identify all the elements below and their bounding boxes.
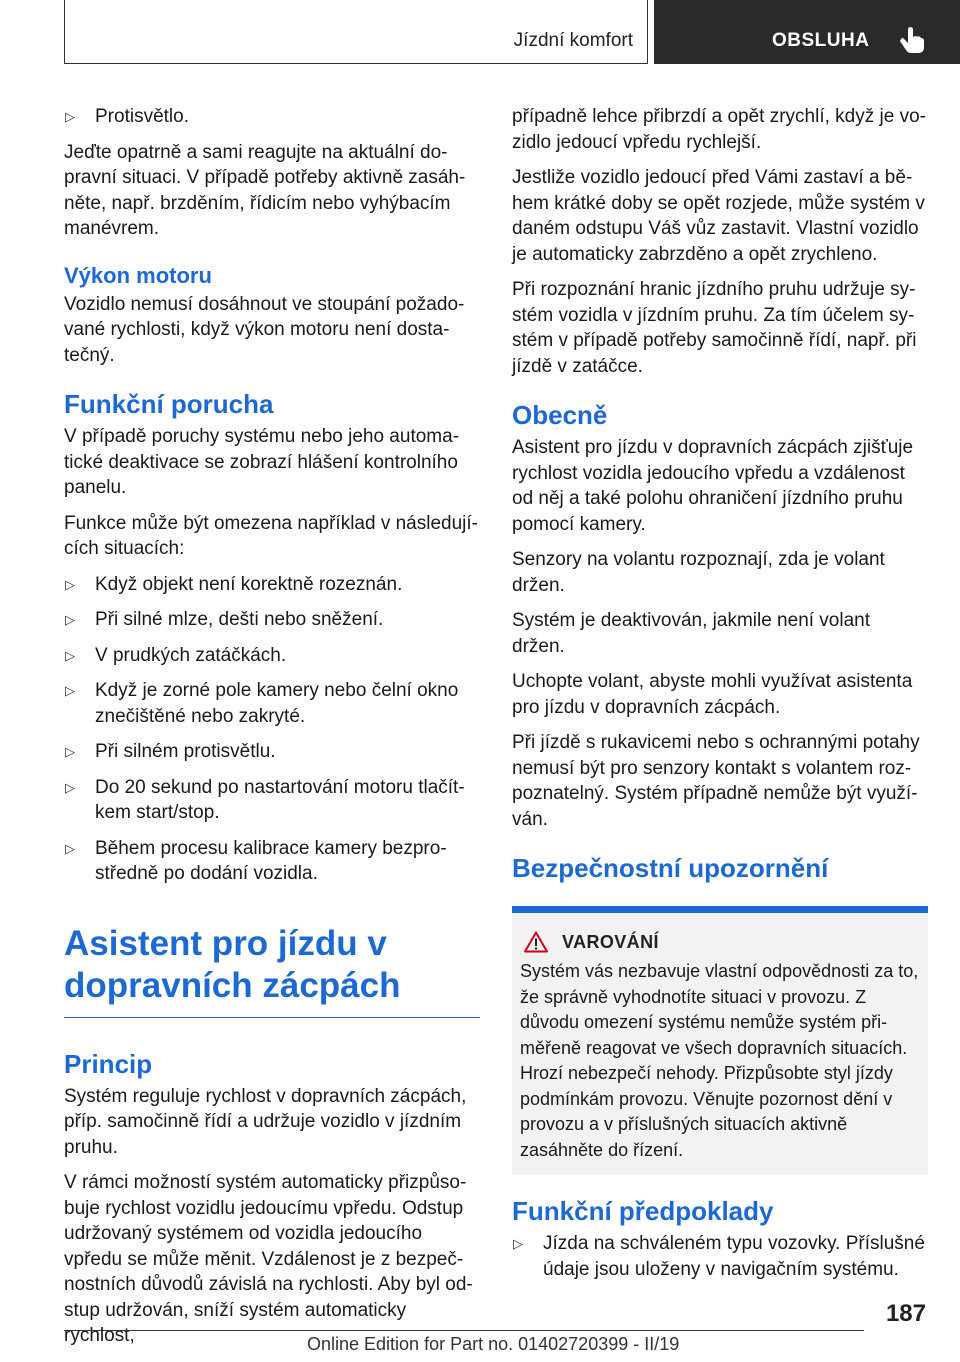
list-item: ▷ Při silném protisvětlu. xyxy=(64,739,480,765)
warning-header xyxy=(524,931,920,953)
header-section-title: Jízdní komfort xyxy=(513,30,633,51)
heading-funkcni-predpoklady: Funkční předpoklady xyxy=(512,1196,774,1226)
paragraph: Jeďte opatrně a sami reagujte na aktuální dopravní situaci. V případě potřeby aktivně zasáhněte, např. brzděním, řídicím nebo vyhýbacím manévrem. xyxy=(64,141,466,239)
paragraph: V rámci možností systém automaticky přizpůsobuje rychlost vozidlu jedoucímu vpředu. Odstup udržovaný systémem od vozidla jedoucího vpředu se může měnit. Vzdálenost je z bezpečnostních důvodů závislá na rychlosti. Aby byl odstup udržován, sníží systém automaticky rychlost, xyxy=(64,1172,473,1346)
warning-title: VAROVÁNÍ xyxy=(562,931,659,952)
pointing-hand-icon xyxy=(899,26,925,54)
paragraph: Systém reguluje rychlost v dopravních zácpách, příp. samočinně řídí a udržuje vozidlo v jízdním pruhu. xyxy=(64,1085,467,1158)
paragraph: Systém je deaktivován, jakmile není volant držen. xyxy=(512,610,871,657)
paragraph: Funkce může být omezena například v následujících situacích: xyxy=(64,512,478,559)
paragraph: Senzory na volantu rozpoznají, zda je volant držen. xyxy=(512,549,885,596)
triangle-bullet-icon: ▷ xyxy=(65,779,75,795)
list-item: ▷ V prudkých zatáčkách. xyxy=(64,643,480,669)
heading-obecne: Obecně xyxy=(512,400,608,430)
left-column xyxy=(64,104,480,1359)
heading-vykon-motoru: Výkon motoru xyxy=(64,262,212,288)
warning-box xyxy=(512,906,928,1175)
list-item: ▷ Do 20 sekund po nastartování motoru tlačítkem start/stop. xyxy=(65,776,465,823)
list-item: ▷ Při silné mlze, dešti nebo sněžení. xyxy=(64,607,480,633)
triangle-bullet-icon: ▷ xyxy=(65,647,75,663)
triangle-bullet-icon: ▷ xyxy=(65,109,75,124)
footer-divider xyxy=(64,1330,864,1331)
header-section-box xyxy=(64,0,648,64)
right-column xyxy=(512,104,928,1292)
paragraph: Při jízdě s rukavicemi nebo s ochrannými potahy nemusí být pro senzory kontakt s volantem rozpoznatelný. Systém případně nemůže být využíván. xyxy=(512,732,920,830)
triangle-bullet-icon: ▷ xyxy=(513,1236,523,1251)
triangle-bullet-icon: ▷ xyxy=(65,576,75,592)
paragraph: Vozidlo nemusí dosáhnout ve stoupání požadované rychlosti, když výkon motoru není dostatečný. xyxy=(64,293,465,366)
header-tab-label: OBSLUHA xyxy=(772,30,870,51)
paragraph: případně lehce přibrzdí a opět zrychlí, když je vozidlo jedoucí vpředu rychlejší. xyxy=(512,106,926,153)
paragraph: Při rozpoznání hranic jízdního pruhu udržuje systém vozidla v jízdním pruhu. Za tím účelem systém v případě potřeby samočinně řídí, např. při jízdě v zatáčce. xyxy=(512,279,917,377)
heading-princip: Princip xyxy=(64,1048,153,1079)
warning-triangle-icon xyxy=(524,931,548,953)
warning-text: Systém vás nezbavuje vlastní odpovědnosti za to, že správně vyhodnotíte situaci v provozu. Z důvodu omezení systému nemůže systém přiměřeně reagovat ve všech dopravních situacích. Hrozí nebezpečí nehody. Přizpůsobte styl jízdy podmínkám provozu. Věnujte pozornost dění v provozu a v příslušných situacích aktivně zasáhněte do řízení. xyxy=(520,961,919,1160)
paragraph: Asistent pro jízdu v dopravních zácpách zjišťuje rychlost vozidla jedoucího vpředu a vzdálenost od něj a také polohu ohraničení jízdního pruhu pomocí kamery. xyxy=(512,437,914,535)
list-item: ▷ Protisvětlo. xyxy=(64,104,480,130)
triangle-bullet-icon: ▷ xyxy=(65,612,75,627)
heading-funkcni-porucha: Funkční porucha xyxy=(64,389,274,419)
paragraph: Uchopte volant, abyste mohli využívat asistenta pro jízdu v dopravních zácpách. xyxy=(512,671,913,718)
list-item: ▷ Jízda na schváleném typu vozovky. Příslušné údaje jsou uloženy v navigačním systému. xyxy=(513,1233,925,1280)
list-item: ▷ Když objekt není korektně rozeznán. xyxy=(64,572,480,598)
triangle-bullet-icon: ▷ xyxy=(65,840,75,856)
paragraph: Jestliže vozidlo jedoucí před Vámi zastaví a během krátké doby se opět rozjede, může systém v daném odstupu Váš vůz zastavit. Vlastní vozidlo je automaticky zabrzděno a opět zrychleno. xyxy=(512,167,925,265)
footer-text: Online Edition for Part no. 01402720399 - II/19 xyxy=(307,1334,680,1354)
triangle-bullet-icon: ▷ xyxy=(65,744,75,759)
header-tab xyxy=(654,0,960,64)
triangle-bullet-icon: ▷ xyxy=(65,683,75,698)
heading-bezpecnostni-upozorneni: Bezpečnostní upozornění xyxy=(512,853,829,883)
list-item: ▷ Během procesu kalibrace kamery bezprostředně po dodání vozidla. xyxy=(65,837,447,884)
chapter-title: Asistent pro jízdu v dopravních zácpách xyxy=(64,923,480,1018)
page-number: 187 xyxy=(885,1300,926,1327)
list-item: ▷ Když je zorné pole kamery nebo čelní okno znečištěné nebo zakryté. xyxy=(65,680,459,727)
paragraph: V případě poruchy systému nebo jeho automatické deaktivace se zobrazí hlášení kontrolního panelu. xyxy=(64,426,460,498)
